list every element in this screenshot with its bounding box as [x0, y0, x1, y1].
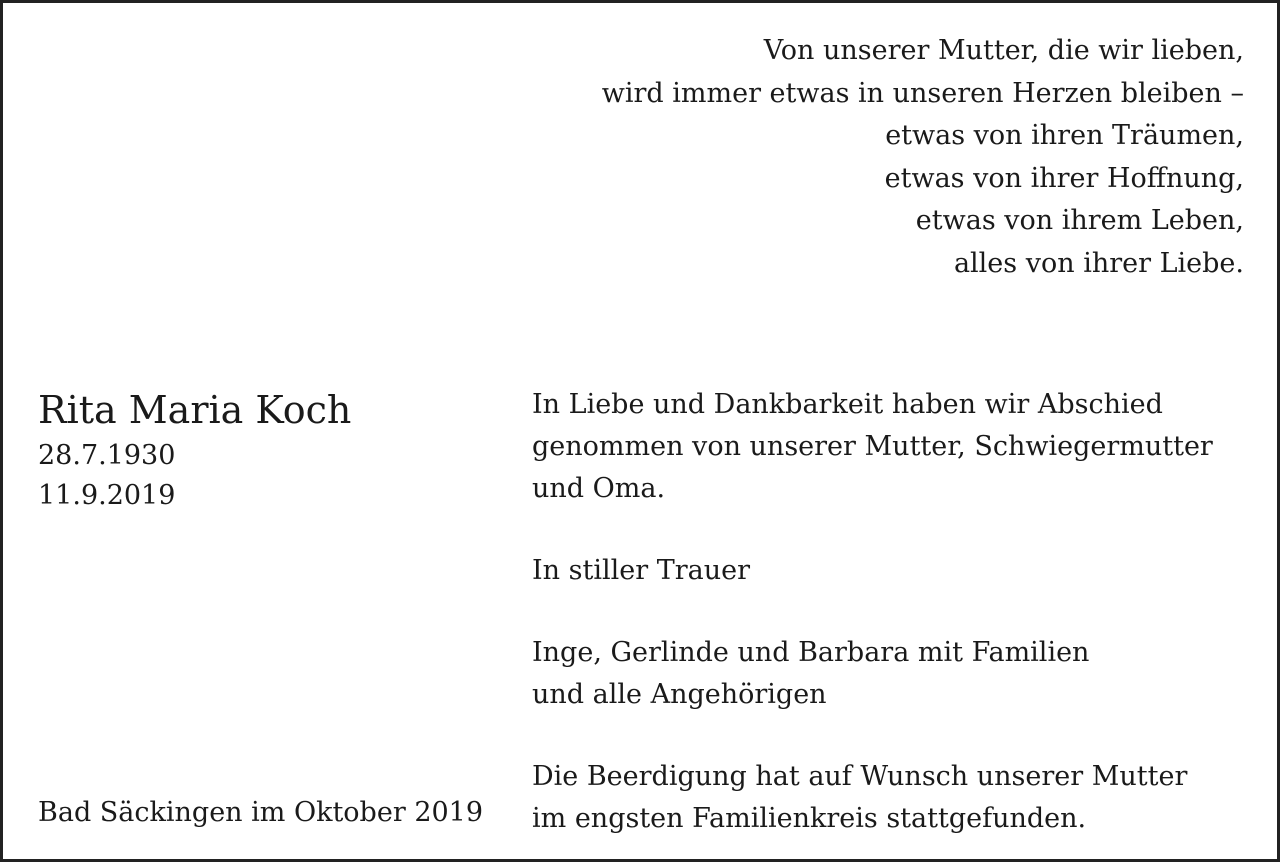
deceased-info [38, 384, 498, 516]
farewell-paragraph [532, 384, 1262, 510]
text-line: In Liebe und Dankbarkeit haben wir Abschied [532, 389, 1163, 420]
poem-line: alles von ihrer Liebe. [953, 247, 1244, 279]
poem-line: etwas von ihrem Leben, [915, 205, 1244, 236]
mourning-paragraph [532, 550, 1262, 592]
poem-line: etwas von ihren Träumen, [885, 120, 1244, 151]
announcement-text [532, 384, 1262, 840]
deceased-name: Rita Maria Koch [38, 388, 352, 432]
funeral-paragraph [532, 756, 1262, 840]
text-line: Die Beerdigung hat auf Wunsch unserer Mutter [532, 761, 1188, 792]
poem-line: wird immer etwas in unseren Herzen bleiben – [601, 77, 1244, 109]
text-line: genommen von unserer Mutter, Schwiegermutter [532, 431, 1213, 462]
family-paragraph [532, 632, 1262, 716]
text-line: und Oma. [532, 473, 666, 504]
death-date: 11.9.2019 [38, 480, 176, 511]
mourning-text: In stiller Trauer [532, 555, 751, 586]
poem-line: etwas von ihrer Hoffnung, [884, 162, 1244, 194]
poem-line: Von unserer Mutter, die wir lieben, [763, 35, 1244, 66]
text-line: im engsten Familienkreis stattgefunden. [532, 803, 1087, 834]
text-line: und alle Angehörigen [532, 679, 827, 710]
memorial-poem [344, 30, 1244, 285]
text-line: Inge, Gerlinde und Barbara mit Familien [532, 637, 1090, 668]
birth-date: 28.7.1930 [38, 440, 176, 471]
place-and-date: Bad Säckingen im Oktober 2019 [38, 797, 484, 828]
